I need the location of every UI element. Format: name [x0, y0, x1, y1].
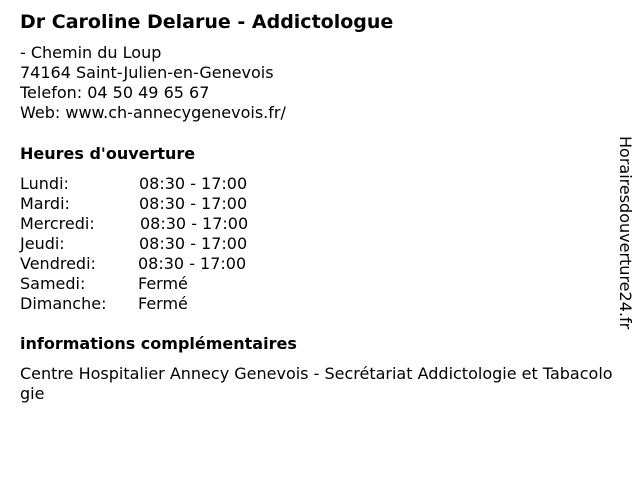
page-title: Dr Caroline Delarue - Addictologue — [20, 11, 394, 33]
additional-info-heading: informations complémentaires — [20, 334, 297, 353]
address-street: - Chemin du Loup — [20, 43, 162, 62]
day-label: Jeudi: — [20, 234, 65, 253]
time-value: Fermé — [138, 274, 188, 293]
phone-number: Telefon: 04 50 49 65 67 — [20, 83, 210, 102]
time-value: 08:30 - 17:00 — [140, 214, 249, 233]
address-city: 74164 Saint-Julien-en-Genevois — [20, 63, 274, 82]
time-value: 08:30 - 17:00 — [139, 174, 248, 193]
time-value: 08:30 - 17:00 — [139, 194, 248, 213]
contact-block — [20, 43, 286, 123]
day-label: Mercredi: — [20, 214, 95, 233]
day-label: Samedi: — [20, 274, 86, 293]
time-value: 08:30 - 17:00 — [139, 234, 248, 253]
time-value: Fermé — [138, 294, 188, 313]
website-link[interactable]: Web: www.ch-annecygenevois.fr/ — [20, 103, 286, 122]
site-watermark: Horairesdouverture24.fr — [616, 136, 635, 330]
additional-info-text: Centre Hospitalier Annecy Genevois - Secrétariat Addictologie et Tabacologie — [20, 364, 613, 403]
day-label: Dimanche: — [20, 294, 107, 313]
day-label: Vendredi: — [20, 254, 96, 273]
opening-hours-heading: Heures d'ouverture — [20, 144, 196, 163]
time-value: 08:30 - 17:00 — [138, 254, 247, 273]
day-label: Mardi: — [20, 194, 70, 213]
day-label: Lundi: — [20, 174, 69, 193]
